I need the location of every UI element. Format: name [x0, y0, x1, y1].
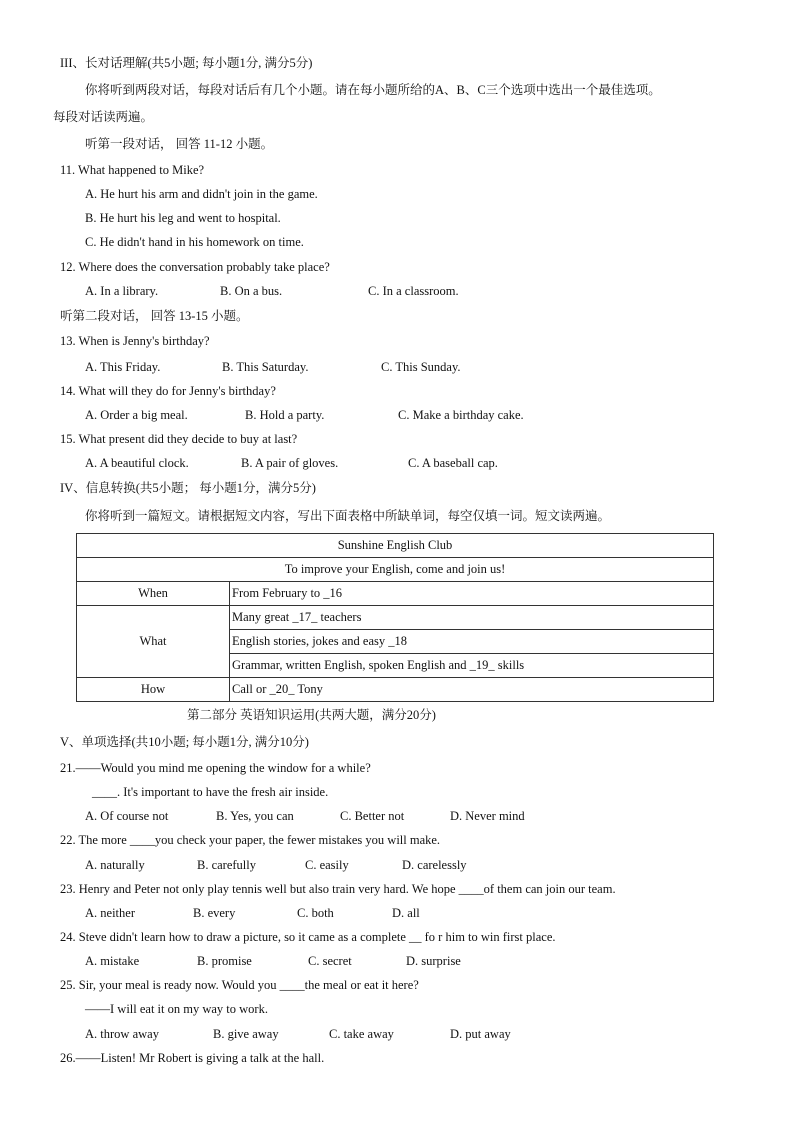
question-24: 24. Steve didn't learn how to draw a picture, so it came as a complete __ fo r him to win first place.	[60, 930, 556, 944]
section-3-instruction-cont: 每段对话读两遍。	[53, 110, 154, 124]
how-label: How	[77, 678, 230, 702]
q12-option-b: B. On a bus.	[220, 284, 283, 298]
section-4-title: IV、信息转换(共5小题； 每小题1分，满分5分)	[60, 481, 316, 495]
q23-option-a: A. neither	[85, 906, 135, 920]
q13-option-a: A. This Friday.	[85, 360, 161, 374]
q21-stem-cont: ____. It's important to have the fresh air inside.	[92, 785, 329, 799]
q25-option-b: B. give away	[213, 1027, 279, 1041]
q24-option-b: B. promise	[197, 954, 252, 968]
q24-option-d: D. surprise	[406, 954, 461, 968]
q23-option-d: D. all	[392, 906, 420, 920]
what-value-2: English stories, jokes and easy _18	[230, 630, 714, 654]
table-row	[77, 678, 714, 702]
question-13: 13. When is Jenny's birthday?	[60, 334, 210, 348]
section-3-title: III、长对话理解(共5小题; 每小题1分, 满分5分)	[60, 56, 313, 70]
table-header: Sunshine English Club	[77, 534, 714, 558]
q15-option-b: B. A pair of gloves.	[241, 456, 339, 470]
part-2-heading: 第二部分 英语知识运用(共两大题，满分20分)	[187, 708, 436, 722]
q14-option-c: C. Make a birthday cake.	[398, 408, 524, 422]
dialogue-1-heading: 听第一段对话， 回答 11-12 小题。	[85, 137, 274, 151]
question-21: 21.——Would you mind me opening the window for a while?	[60, 761, 371, 775]
question-14: 14. What will they do for Jenny's birthday?	[60, 384, 276, 398]
question-11: 11. What happened to Mike?	[60, 163, 205, 177]
q11-option-c: C. He didn't hand in his homework on time.	[85, 235, 304, 249]
when-value: From February to _16	[230, 582, 714, 606]
q14-option-a: A. Order a big meal.	[85, 408, 188, 422]
question-26: 26.——Listen! Mr Robert is giving a talk at the hall.	[60, 1051, 325, 1065]
q21-option-d: D. Never mind	[450, 809, 525, 823]
what-value-1: Many great _17_ teachers	[230, 606, 714, 630]
question-23: 23. Henry and Peter not only play tennis well but also train very hard. We hope ____of them can join our team.	[60, 882, 616, 896]
section-3-instruction: 你将听到两段对话，每段对话后有几个小题。请在每小题所给的A、B、C三个选项中选出一个最佳选项。	[85, 83, 661, 97]
q15-option-a: A. A beautiful clock.	[85, 456, 189, 470]
q22-option-c: C. easily	[305, 858, 349, 872]
q14-option-b: B. Hold a party.	[245, 408, 325, 422]
section-4-instruction: 你将听到一篇短文。请根据短文内容，写出下面表格中所缺单词，每空仅填一词。短文读两遍。	[85, 509, 611, 523]
question-15: 15. What present did they decide to buy at last?	[60, 432, 298, 446]
q22-option-b: B. carefully	[197, 858, 257, 872]
section-5-title: V、单项选择(共10小题; 每小题1分, 满分10分)	[60, 735, 309, 749]
info-table	[76, 533, 714, 702]
question-25: 25. Sir, your meal is ready now. Would you ____the meal or eat it here?	[60, 978, 419, 992]
q25-option-d: D. put away	[450, 1027, 511, 1041]
q25-stem-cont: ——I will eat it on my way to work.	[85, 1002, 268, 1016]
table-row	[77, 582, 714, 606]
q13-option-b: B. This Saturday.	[222, 360, 309, 374]
question-22: 22. The more ____you check your paper, the fewer mistakes you will make.	[60, 833, 441, 847]
q12-option-c: C. In a classroom.	[368, 284, 459, 298]
dialogue-2-heading: 听第二段对话， 回答 13-15 小题。	[60, 309, 249, 323]
question-12: 12. Where does the conversation probably take place?	[60, 260, 330, 274]
table-row	[77, 558, 714, 582]
q24-option-a: A. mistake	[85, 954, 140, 968]
q25-option-c: C. take away	[329, 1027, 394, 1041]
q23-option-c: C. both	[297, 906, 334, 920]
q15-option-c: C. A baseball cap.	[408, 456, 498, 470]
q12-option-a: A. In a library.	[85, 284, 159, 298]
what-label: What	[77, 606, 230, 678]
q21-option-b: B. Yes, you can	[216, 809, 294, 823]
q24-option-c: C. secret	[308, 954, 352, 968]
q25-option-a: A. throw away	[85, 1027, 159, 1041]
q11-option-a: A. He hurt his arm and didn't join in the game.	[85, 187, 318, 201]
table-row	[77, 606, 714, 630]
q13-option-c: C. This Sunday.	[381, 360, 461, 374]
table-row	[77, 534, 714, 558]
q21-option-c: C. Better not	[340, 809, 405, 823]
q22-option-a: A. naturally	[85, 858, 145, 872]
q23-option-b: B. every	[193, 906, 236, 920]
how-value: Call or _20_ Tony	[230, 678, 714, 702]
what-value-3: Grammar, written English, spoken English and _19_ skills	[230, 654, 714, 678]
q22-option-d: D. carelessly	[402, 858, 467, 872]
table-slogan: To improve your English, come and join us!	[77, 558, 714, 582]
when-label: When	[77, 582, 230, 606]
q11-option-b: B. He hurt his leg and went to hospital.	[85, 211, 281, 225]
q21-option-a: A. Of course not	[85, 809, 169, 823]
